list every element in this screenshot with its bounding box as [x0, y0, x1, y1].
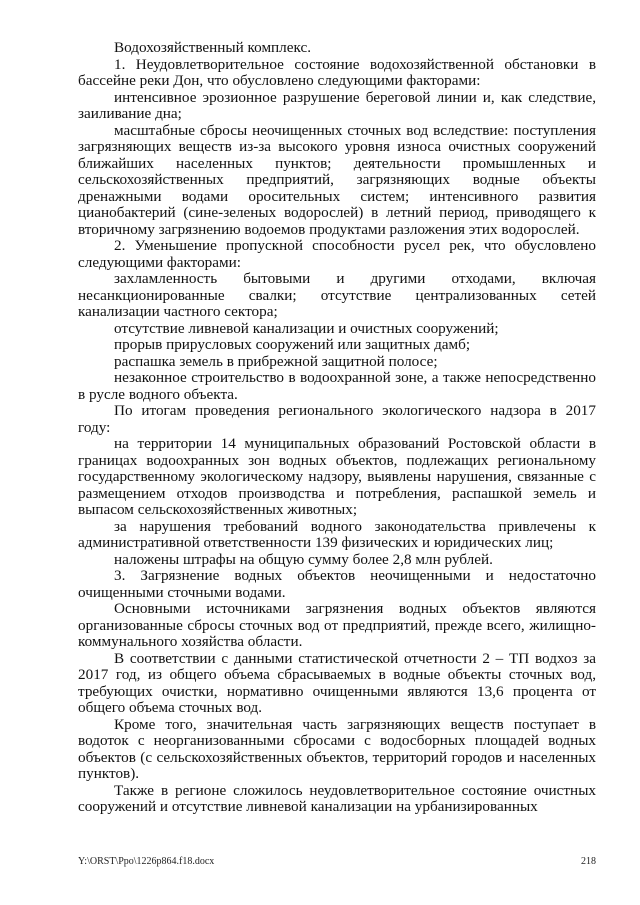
paragraph: прорыв прирусловых сооружений или защитных дамб;: [114, 336, 471, 353]
paragraph: наложены штрафы на общую сумму более 2,8 млн рублей.: [114, 550, 493, 568]
page-number: 218: [581, 856, 596, 867]
paragraph: отсутствие ливневой канализации и очистных сооружений;: [114, 319, 499, 337]
paragraph: на территории 14 муниципальных образований Ростовской области в границах водоохранных зон водных объектов, подлежащих региональному государственному экологическому надзору, выявлены нарушения, связанные с размещением отходов производства и потребления, распашкой земель и выпасом сельскохозяйственных животных;: [78, 435, 596, 518]
paragraph: По итогам проведения регионального экологического надзора в 2017 году:: [78, 402, 596, 436]
paragraph: Основными источниками загрязнения водных объектов являются организованные сбросы сточных вод от предприятий, прежде всего, жилищно-коммунального хозяйства области.: [78, 600, 596, 650]
paragraph: за нарушения требований водного законодательства привлечены к административной ответственности 139 физических и юридических лиц;: [78, 517, 596, 551]
document-body: [78, 40, 596, 816]
paragraph: 3. Загрязнение водных объектов неочищенными и недостаточно очищенными сточными водами.: [78, 567, 596, 601]
paragraph: 2. Уменьшение пропускной способности русел рек, что обусловлено следующими факторами:: [78, 237, 596, 271]
paragraph: захламленность бытовыми и другими отходами, включая несанкционированные свалки; отсутствие централизованных сетей канализации частного сектора;: [78, 270, 596, 320]
paragraph: 1. Неудовлетворительное состояние водохозяйственной обстановки в бассейне реки Дон, что обусловлено следующими факторами:: [78, 55, 596, 89]
paragraph: масштабные сбросы неочищенных сточных вод вследствие: поступления загрязняющих веществ из-за высокого уровня износа очистных сооружений ближайших населенных пунктов; деятельности промышленных и сельскохозяйственных предприятий, загрязняющих водные объекты дренажными водами оросительных систем; интенсивного развития цианобактерий (сине-зеленых водорослей) в летний период, приводящего к вторичному загрязнению водоемов продуктами разложения этих водорослей.: [78, 121, 596, 238]
paragraph: Кроме того, значительная часть загрязняющих веществ поступает в водоток с неорганизованными сбросами с водосборных площадей водных объектов (с сельскохозяйственных объектов, территорий городов и населенных пунктов).: [78, 715, 596, 782]
paragraph: В соответствии с данными статистической отчетности 2 – ТП водхоз за 2017 год, из общего объема сбрасываемых в водные объекты сточных вод, требующих очистки, нормативно очищенными являются 13,6 процента от общего объема сточных вод.: [78, 649, 596, 716]
paragraph: незаконное строительство в водоохранной зоне, а также непосредственно в русле водного объекта.: [78, 369, 596, 403]
paragraph: Также в регионе сложилось неудовлетворительное состояние очистных сооружений и отсутствие ливневой канализации на урбанизированных: [78, 781, 596, 815]
section-heading: Водохозяйственный комплекс.: [114, 39, 312, 56]
paragraph: интенсивное эрозионное разрушение береговой линии и, как следствие, заиливание дна;: [78, 88, 596, 122]
file-path: Y:\ORST\Ppo\1226p864.f18.docx: [78, 856, 215, 867]
paragraph: распашка земель в прибрежной защитной полосе;: [114, 352, 438, 370]
